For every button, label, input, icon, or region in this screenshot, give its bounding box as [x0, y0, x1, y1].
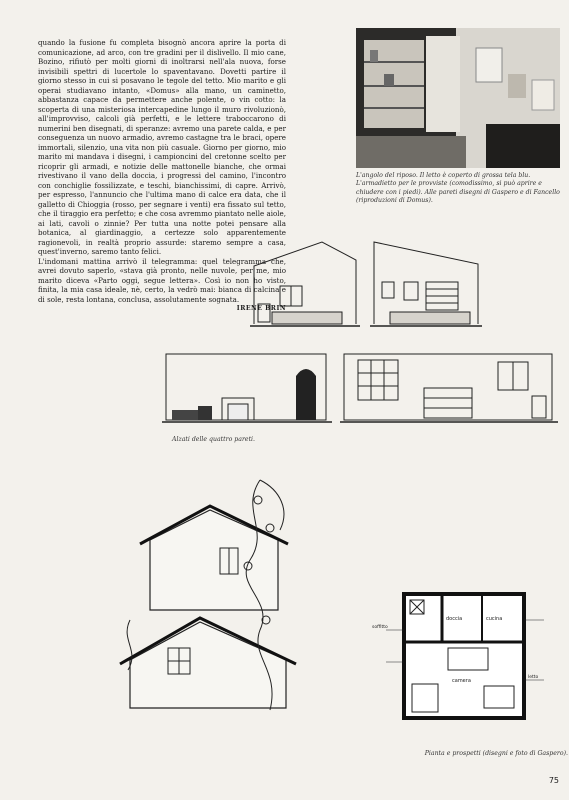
wall-elevation-3: [162, 350, 332, 430]
plan-label-soffitto: soffitto: [372, 625, 388, 630]
plan-label-camera: camera: [452, 678, 471, 684]
plan-caption: Pianta e prospetti (disegni e foto di Gaspero).: [424, 750, 568, 757]
house-sketch: [110, 470, 310, 715]
wall-elevation-2: [370, 238, 482, 334]
floor-plan: [372, 590, 562, 725]
plan-label-letto: letto: [528, 675, 539, 680]
article-text: [38, 38, 286, 314]
room-photo-drawing: [356, 28, 560, 168]
plan-label-doccia: doccia: [446, 616, 463, 622]
walls-caption: Alzati delle quattro pareti.: [172, 436, 255, 443]
wall-elevation-1: [250, 238, 360, 334]
room-photo: [356, 28, 560, 168]
wall-elevation-4: [340, 350, 558, 430]
article-paragraph-1: quando la fusione fu completa bisognò ancora aprire la porta di comunicazione, ad arco, con tre gradini per il dislivello. Il mio cane, Bozino, rifiutò per molti giorni di inoltrarsi nell'ala nuova, forse invisibili spettri di lucertole lo spaventavano. Dovetti partire il giorno stesso in cui si posavano le tegole del tetto. Mio marito e gli operai studiavano intanto, «Domus» alla mano, un caminetto, abbastanza capace da permettere anche polente, o vin cotto: la scoperta di una misteriosa intercapedine lungo il muro rivoluzionò, all'improvviso, calcoli già perfetti, e le lettere traboccarono di numerini ben disegnati, di speranze: avremo una parete calda, e per conseguenza un nuovo armadio, avremo castagne tra le braci, opere immortali, silenzio, una vita non più casuale. Giorno per giorno, mio marito mi mandava i disegni, i campioncini del cretonne scelto per ricoprir gli armadi, e notizie delle mattonelle bianche, che ormai rivestivano il vano della doccia, i progressi del camino, l'incontro con conchiglie fossilizzate, e teschi, bianchissimi, di capre. Arrivò, per espresso, l'annuncio che l'ultima mano di calce era data, che il galletto di Chioggia (rosso, per segnare i venti) era fissato sul tetto, che il tiraggio era perfetto; e che cosa avremmo piantato nelle aiole, ai lati, cavoli o zinnie? Per tutta una notte potei pensare alla botanica, al giardinaggio, a certezze solo apparentemente ragionevoli, in realtà proprio assurde: staremo sempre a casa, quest'inverno, saremo tanto felici.: [38, 38, 286, 256]
photo-caption: L'angolo del riposo. Il letto è coperto di grossa tela blu. L'armadietto per le provviste (comodissimo, si può aprire e chiudere con i piedi). Alle pareti disegni di Gaspero e di Fancello (riproduzioni di Domus).: [356, 172, 560, 204]
plan-label-cucina: cucina: [486, 616, 503, 622]
page-number: 75: [548, 776, 559, 785]
article-byline: IRENE BRIN: [236, 305, 286, 312]
article-paragraph-2: L'indomani mattina arrivò il telegramma: quel telegramma che, avrei dovuto saperlo, «stava già pronto, nelle nuvole, per me, mio marito diceva «Parto oggi, segue lettera». Così io non ho visto, finita, la mia casa ideale, nè, certo, la vedrò mai: bianca di calcina e di sole, resta lontana, conclusa, assolutamente sognata.: [38, 256, 286, 304]
